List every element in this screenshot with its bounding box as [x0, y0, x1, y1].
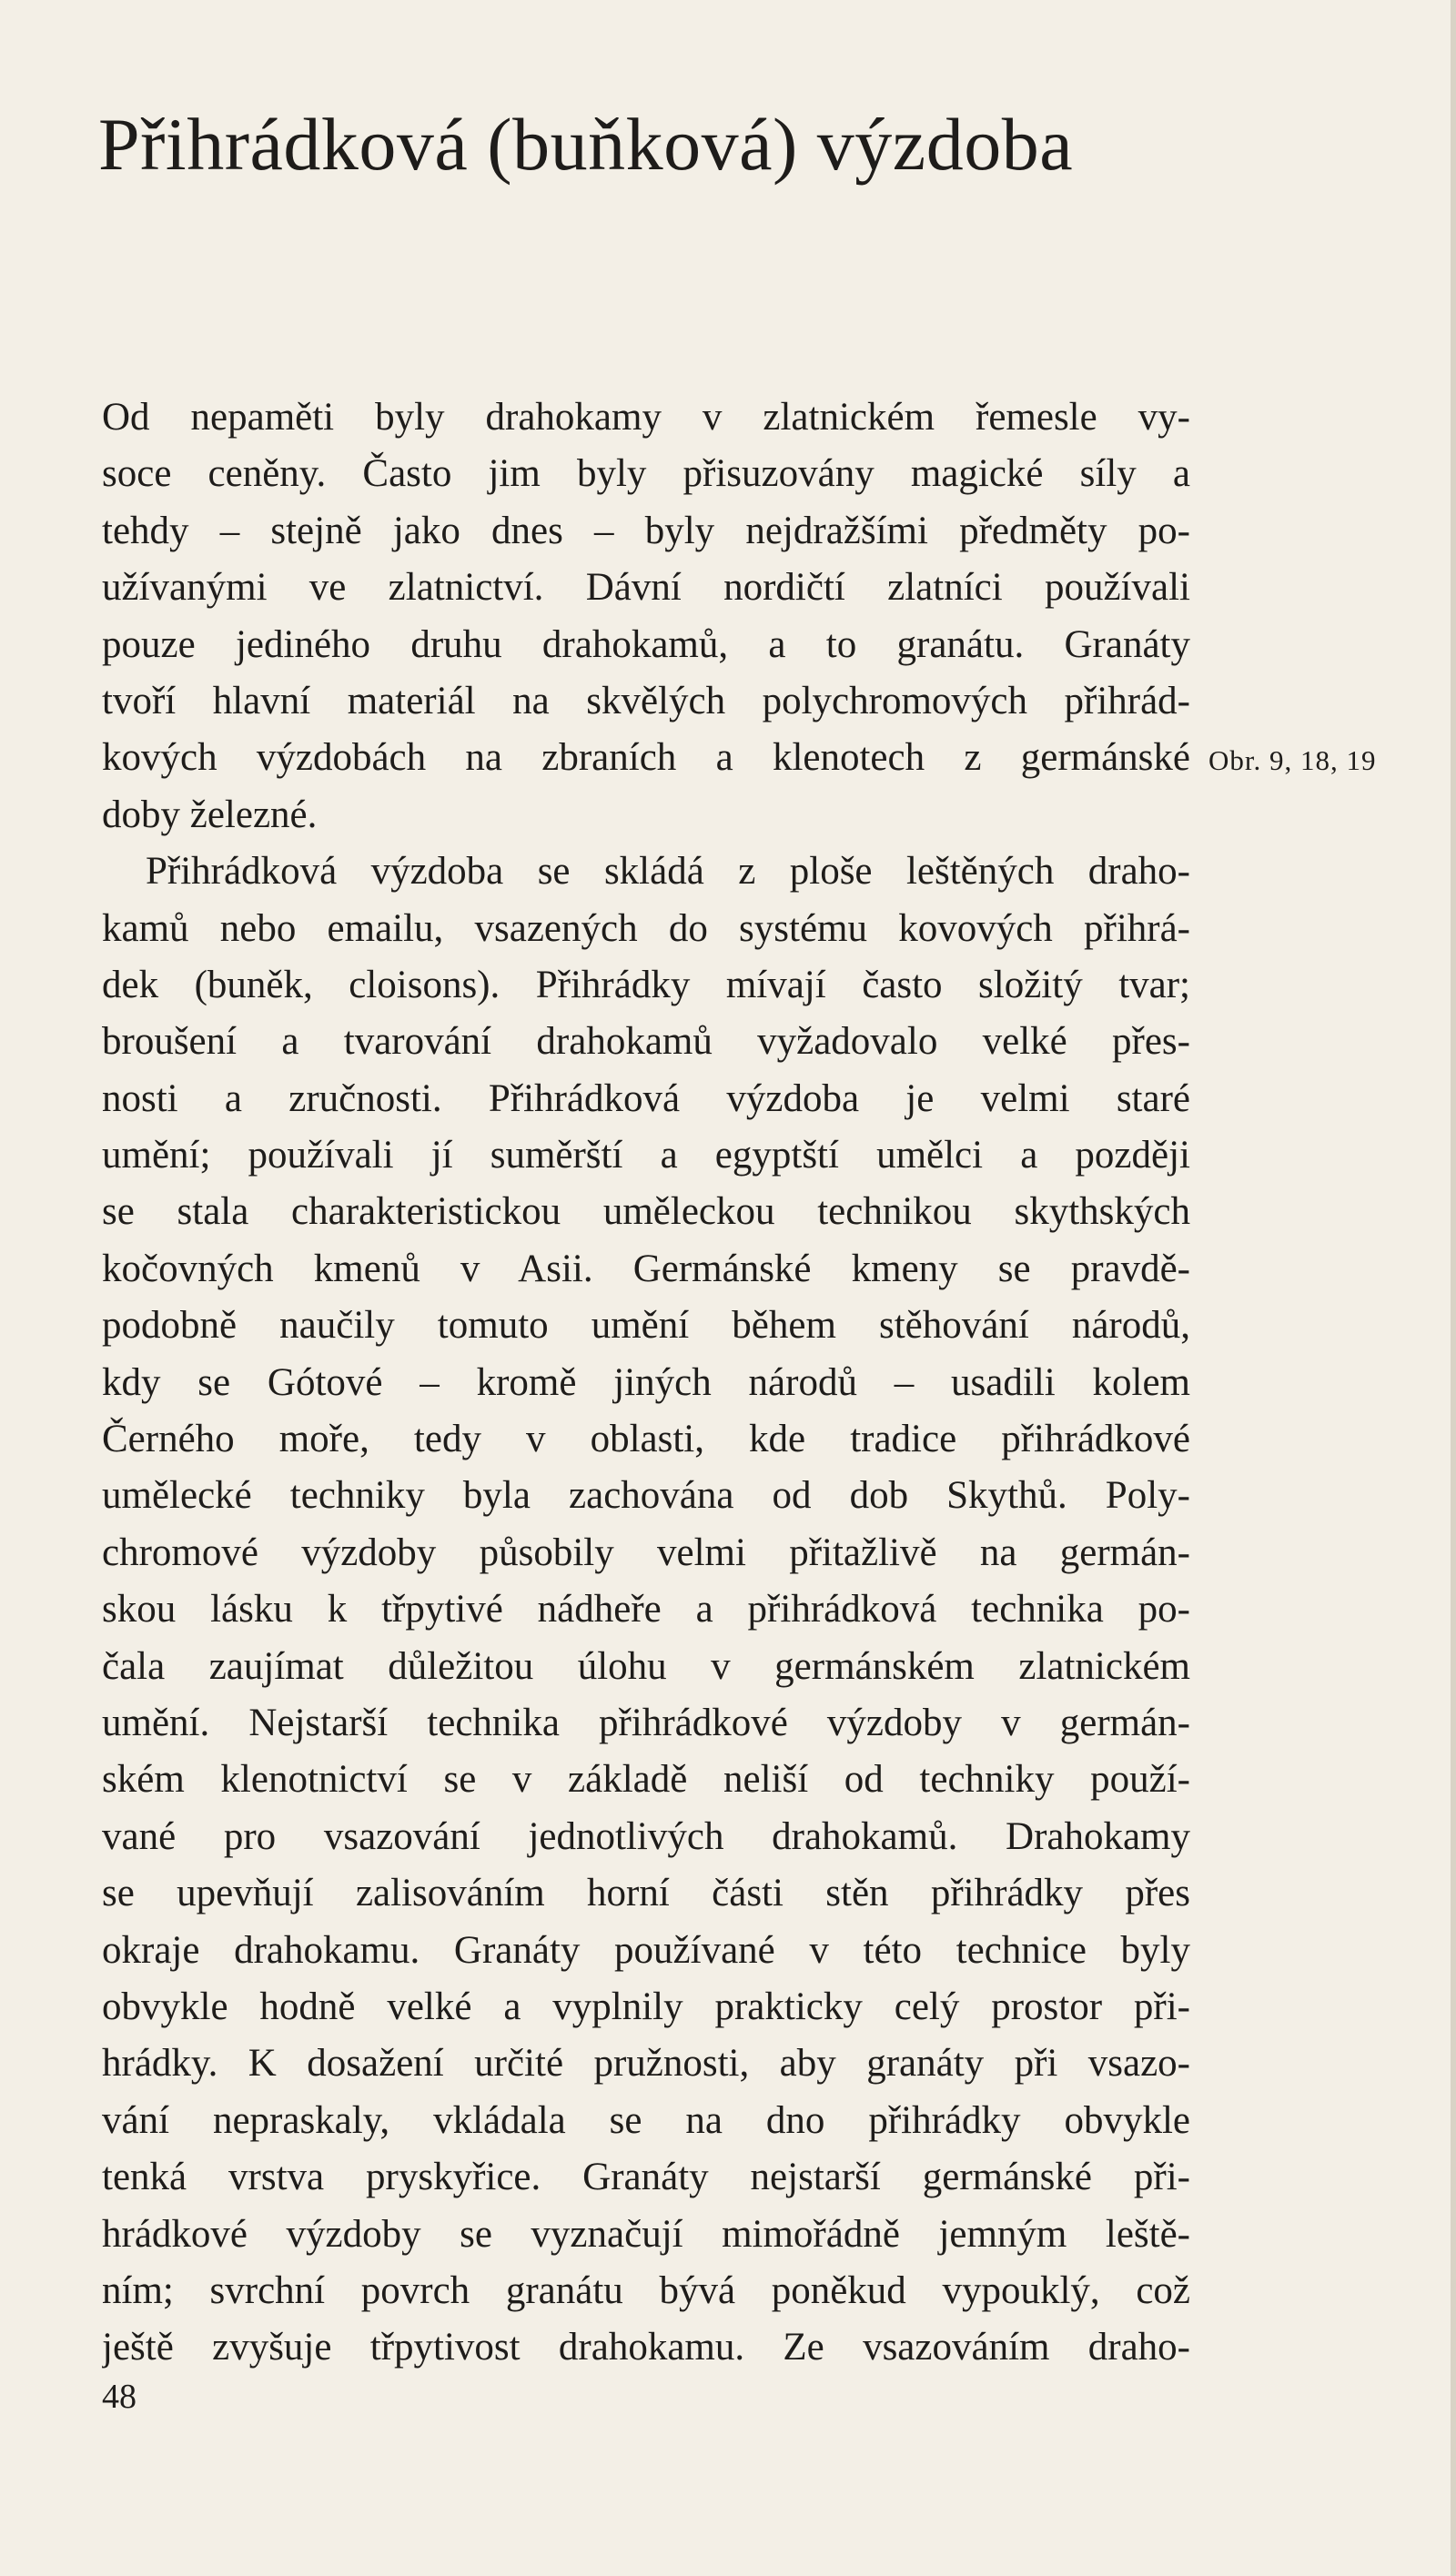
text-line: se stala charakteristickou uměleckou technikou skythských	[102, 1190, 1190, 1234]
body-text	[102, 389, 1190, 2377]
text-line: okraje drahokamu. Granáty používané v této technice byly	[102, 1928, 1190, 1972]
text-line: obvykle hodně velké a vyplnily prakticky celý prostor při-	[102, 1985, 1190, 2028]
text-line: tehdy – stejně jako dnes – byly nejdražšími předměty po-	[102, 509, 1190, 552]
text-line: podobně naučily tomuto umění během stěhování národů,	[102, 1304, 1190, 1348]
page-title: Přihrádková (buňková) výzdoba	[98, 103, 1074, 186]
text-line: vané pro vsazování jednotlivých drahokamů. Drahokamy	[102, 1814, 1190, 1858]
page-edge	[1451, 0, 1456, 2576]
text-line: nosti a zručnosti. Přihrádková výzdoba je velmi staré	[102, 1076, 1190, 1120]
text-line: umění; používali jí suměrští a egyptští umělci a později	[102, 1134, 1190, 1177]
page-number: 48	[102, 2378, 136, 2416]
text-line: ském klenotnictví se v základě neliší od techniky použí-	[102, 1758, 1190, 1802]
text-line: vání nepraskaly, vkládala se na dno přihrádky obvykle	[102, 2098, 1190, 2142]
text-line: pouze jediného druhu drahokamů, a to granátu. Granáty	[102, 622, 1190, 666]
text-line: soce ceněny. Často jim byly přisuzovány magické síly a	[102, 452, 1190, 496]
text-line: kočovných kmenů v Asii. Germánské kmeny se pravdě-	[102, 1247, 1190, 1290]
text-line: hrádky. K dosažení určité pružnosti, aby granáty při vsazo-	[102, 2042, 1190, 2086]
text-line: Od nepaměti byly drahokamy v zlatnickém řemesle vy-	[102, 396, 1190, 439]
text-line: dek (buněk, cloisons). Přihrádky mívají často složitý tvar;	[102, 963, 1190, 1006]
text-line: skou lásku k třpytivé nádheře a přihrádková technika po-	[102, 1588, 1190, 1631]
text-line: kamů nebo emailu, vsazených do systému kovových přihrá-	[102, 906, 1190, 950]
text-line: užívanými ve zlatnictví. Dávní nordičtí zlatníci používali	[102, 566, 1190, 610]
text-line: chromové výzdoby působily velmi přitažlivě na germán-	[102, 1530, 1190, 1574]
text-line: se upevňují zalisováním horní části stěn přihrádky přes	[102, 1872, 1190, 1915]
text-line: ním; svrchní povrch granátu bývá poněkud vypouklý, což	[102, 2268, 1190, 2312]
text-line: ještě zvyšuje třpytivost drahokamu. Ze vsazováním draho-	[102, 2326, 1190, 2369]
text-line: kových výzdobách na zbraních a klenotech z germánské	[102, 736, 1190, 780]
figure-reference-note: Obr. 9, 18, 19	[1208, 744, 1377, 776]
text-line: umění. Nejstarší technika přihrádkové výzdoby v germán-	[102, 1701, 1190, 1744]
text-line: Černého moře, tedy v oblasti, kde tradice přihrádkové	[102, 1418, 1190, 1461]
text-line: doby železné.	[102, 793, 318, 836]
text-line: Přihrádková výzdoba se skládá z ploše leštěných draho-	[146, 850, 1190, 894]
text-line: umělecké techniky byla zachována od dob Skythů. Poly-	[102, 1474, 1190, 1518]
text-line: tvoří hlavní materiál na skvělých polychromových přihrád-	[102, 679, 1190, 722]
text-line: hrádkové výzdoby se vyznačují mimořádně jemným leště-	[102, 2212, 1190, 2256]
text-line: broušení a tvarování drahokamů vyžadovalo velké přes-	[102, 1020, 1190, 1064]
text-line: čala zaujímat důležitou úlohu v germánském zlatnickém	[102, 1644, 1190, 1688]
text-line: kdy se Gótové – kromě jiných národů – usadili kolem	[102, 1360, 1190, 1404]
text-line: tenká vrstva pryskyřice. Granáty nejstarší germánské při-	[102, 2156, 1190, 2199]
